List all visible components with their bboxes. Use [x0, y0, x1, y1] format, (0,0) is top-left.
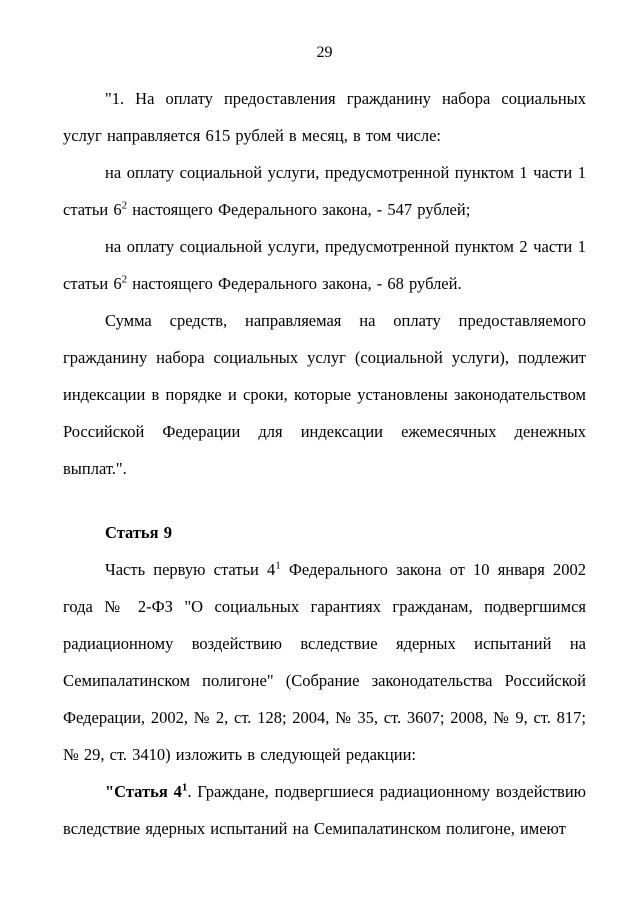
section-heading	[63, 514, 586, 551]
paragraph: "Статья $4^1$. Граждане, подвергшиеся радиационному воздействию вследствие ядерных испытаний на Семипалатинском полигоне, имеют	[63, 781, 587, 838]
superscript: 2	[121, 199, 128, 212]
superscript: 1	[181, 781, 188, 794]
paragraph: "1. На оплату предоставления гражданину набора социальных услуг направляется 615 рублей в месяц, в том числе:	[63, 89, 586, 145]
paragraph: Часть первую статьи $4^1$ Федерального закона от 10 января 2002 года № 2-ФЗ "О социальных гарантиях гражданам, подвергшимся радиационному воздействию вследствие ядерных испытаний на Семипалатинском полигоне" (Собрание законодательства Российской Федерации, 2002, № 2, ст. 128; 2004, № 35, ст. 3607; 2008, № 9, ст. 817; № 29, ст. 3410) изложить в следующей редакции:	[63, 559, 586, 764]
superscript: 2	[121, 273, 128, 286]
bold-text	[182, 782, 188, 801]
document-body	[63, 80, 586, 847]
page-number: 29	[316, 44, 333, 61]
superscript: 1	[275, 559, 281, 572]
paragraph: Сумма средств, направляемая на оплату предоставляемого гражданину набора социальных услуг (социальной услуги), подлежит индексации в порядке и сроки, которые установлены законодательством Российской Федерации для индексации ежемесячных денежных выплат.".	[63, 311, 586, 478]
bold-text: "Статья 4	[105, 782, 182, 801]
bold-text: Статья 9	[105, 523, 172, 542]
paragraph: на оплату социальной услуги, предусмотренной пунктом 2 части 1 статьи $6^2$ настоящего Федерального закона, - 68 рублей.	[63, 237, 586, 293]
paragraph: на оплату социальной услуги, предусмотренной пунктом 1 части 1 статьи $6^2$ настоящего Федерального закона, - 547 рублей;	[63, 163, 586, 219]
